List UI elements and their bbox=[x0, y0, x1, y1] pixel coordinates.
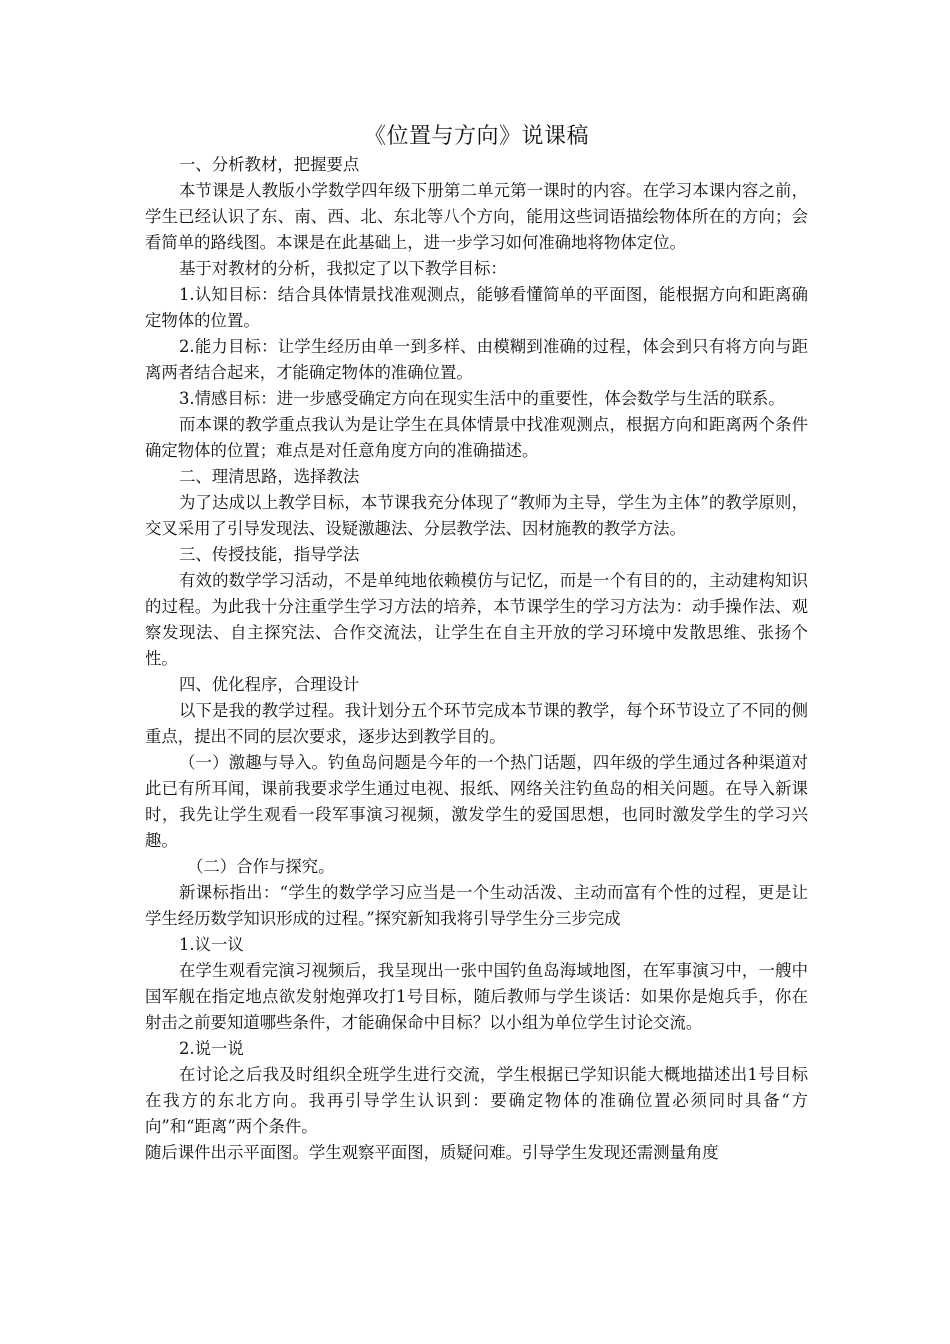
list-item: 2.能力目标：让学生经历由单一到多样、由模糊到准确的过程，体会到只有将方向与距离两者结合起来，才能确定物体的准确位置。 bbox=[145, 337, 808, 382]
step-heading: 1.议一议 bbox=[179, 935, 244, 954]
section-heading-2: 二、理清思路，选择教法 bbox=[179, 467, 360, 486]
list-item: 1.认知目标：结合具体情景找准观测点，能够看懂简单的平面图，能根据方向和距离确定物体的位置。 bbox=[145, 285, 808, 330]
paragraph: 有效的数学学习活动，不是单纯地依赖模仿与记忆，而是一个有目的的，主动建构知识的过程。为此我十分注重学生学习方法的培养，本节课学生的学习方法为：动手操作法、观察发现法、自主探究法、合作交流法，让学生在自主开放的学习环境中发散思维、张扬个性。 bbox=[145, 571, 808, 668]
section-heading-3: 三、传授技能，指导学法 bbox=[179, 545, 360, 564]
paragraph: 在学生观看完演习视频后，我呈现出一张中国钓鱼岛海域地图，在军事演习中，一艘中国军舰在指定地点欲发射炮弹攻打1号目标，随后教师与学生谈话：如果你是炮兵手，你在射击之前要知道哪些条件，才能确保命中目标？以小组为单位学生讨论交流。 bbox=[145, 961, 808, 1032]
paragraph: 以下是我的教学过程。我计划分五个环节完成本节课的教学，每个环节设立了不同的侧重点，提出不同的层次要求，逐步达到教学目的。 bbox=[145, 701, 808, 746]
section-heading-1: 一、分析教材，把握要点 bbox=[179, 155, 360, 174]
list-item: 3.情感目标：进一步感受确定方向在现实生活中的重要性，体会数学与生活的联系。 bbox=[179, 389, 785, 408]
paragraph: 随后课件出示平面图。学生观察平面图，质疑问难。引导学生发现还需测量角度 bbox=[145, 1143, 719, 1162]
section-heading-4: 四、优化程序，合理设计 bbox=[179, 675, 360, 694]
step-heading: 2.说一说 bbox=[179, 1039, 244, 1058]
paragraph: 本节课是人教版小学数学四年级下册第二单元第一课时的内容。在学习本课内容之前，学生已经认识了东、南、西、北、东北等八个方向，能用这些词语描绘物体所在的方向；会看简单的路线图。本课是在此基础上，进一步学习如何准确地将物体定位。 bbox=[145, 181, 808, 252]
paragraph: 为了达成以上教学目标，本节课我充分体现了“教师为主导，学生为主体”的教学原则，交叉采用了引导发现法、设疑激趣法、分层教学法、因材施教的教学方法。 bbox=[145, 493, 808, 538]
subsection-heading: （二）合作与探究。 bbox=[187, 857, 335, 876]
paragraph: 而本课的教学重点我认为是让学生在具体情景中找准观测点，根据方向和距离两个条件确定物体的位置；难点是对任意角度方向的准确描述。 bbox=[145, 415, 808, 460]
paragraph: 新课标指出：“学生的数学学习应当是一个生动活泼、主动而富有个性的过程，更是让学生经历数学知识形成的过程。”探究新知我将引导学生分三步完成 bbox=[145, 883, 808, 928]
paragraph: （一）激趣与导入。钓鱼岛问题是今年的一个热门话题，四年级的学生通过各种渠道对此已有所耳闻，课前我要求学生通过电视、报纸、网络关注钓鱼岛的相关问题。在导入新课时，我先让学生观看一段军事演习视频，激发学生的爱国思想，也同时激发学生的学习兴趣。 bbox=[145, 753, 808, 850]
document-page bbox=[145, 122, 808, 1166]
document-title: 《位置与方向》说课稿 bbox=[363, 124, 589, 149]
paragraph: 基于对教材的分析，我拟定了以下教学目标： bbox=[179, 259, 507, 278]
paragraph: 在讨论之后我及时组织全班学生进行交流，学生根据已学知识能大概地描述出1号目标在我方的东北方向。我再引导学生认识到：要确定物体的准确位置必须同时具备“方向”和“距离”两个条件。 bbox=[145, 1065, 808, 1136]
